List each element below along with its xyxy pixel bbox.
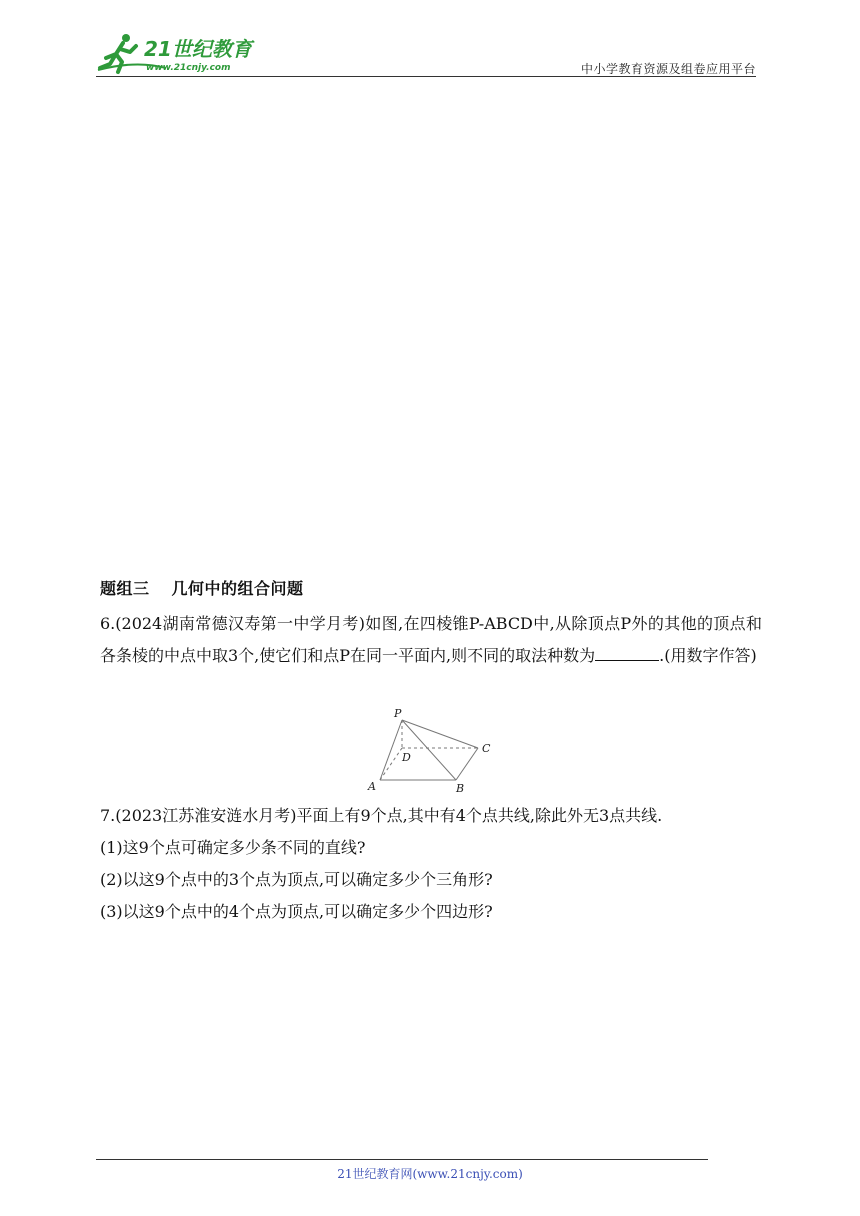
- header-divider: [96, 76, 756, 77]
- question-7-part-1: (1)这9个点可确定多少条不同的直线?: [100, 838, 366, 857]
- svg-text:www.21cnjy.com: www.21cnjy.com: [146, 63, 231, 73]
- section-title-text: 几何中的组合问题: [171, 579, 304, 598]
- question-6-suffix: .(用数字作答): [659, 646, 757, 665]
- runner-logo-icon: [96, 30, 266, 76]
- vertex-label-c: C: [482, 742, 491, 755]
- svg-text:21世纪教育: 21世纪教育: [144, 37, 252, 61]
- question-6: [100, 608, 762, 672]
- footer-divider: [96, 1159, 708, 1160]
- site-logo: [96, 30, 266, 76]
- question-7-part-2: (2)以这9个点中的3个点为顶点,可以确定多少个三角形?: [100, 870, 493, 889]
- question-7-part-3: (3)以这9个点中的4个点为顶点,可以确定多少个四边形?: [100, 902, 493, 921]
- vertex-label-b: B: [456, 782, 465, 795]
- footer-site-link[interactable]: 21世纪教育网(www.21cnjy.com): [337, 1167, 523, 1181]
- question-7: [100, 800, 762, 928]
- vertex-label-p: P: [394, 707, 402, 720]
- pyramid-figure: [360, 700, 500, 796]
- header-platform-text: 中小学教育资源及组卷应用平台: [580, 62, 756, 76]
- vertex-label-d: D: [402, 751, 411, 764]
- section-heading: [100, 576, 304, 599]
- section-label: 题组三: [100, 579, 150, 598]
- answer-blank: [595, 646, 659, 661]
- question-7-stem: 7.(2023江苏淮安涟水月考)平面上有9个点,其中有4个点共线,除此外无3点共线.: [100, 806, 663, 825]
- question-6-text: 6.(2024湖南常德汉寿第一中学月考)如图,在四棱锥P-ABCD中,从除顶点P外的其他的顶点和各条棱的中点中取3个,使它们和点P在同一平面内,则不同的取法种数为: [100, 614, 762, 665]
- vertex-label-a: A: [368, 780, 376, 793]
- page-header: [96, 30, 756, 78]
- pyramid-diagram: [360, 700, 500, 796]
